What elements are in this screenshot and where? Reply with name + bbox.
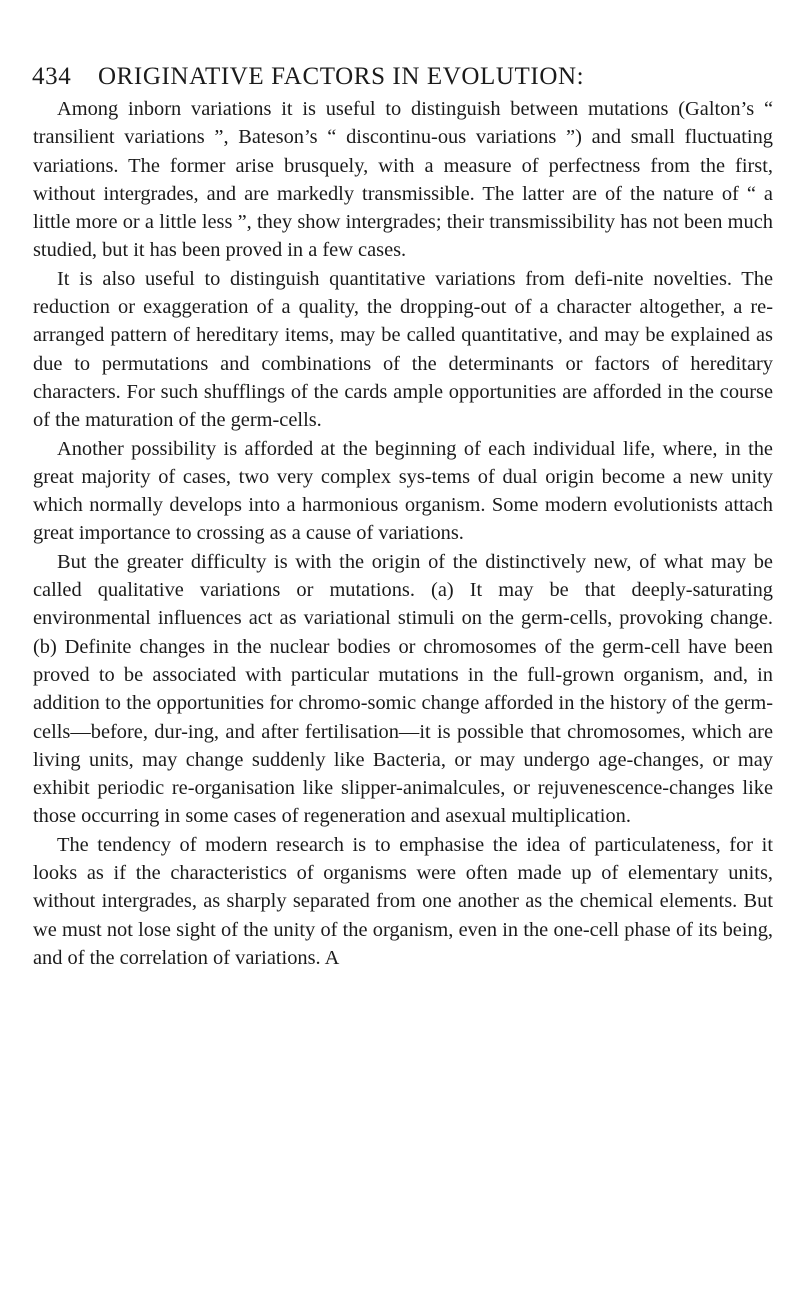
page-number: 434 xyxy=(32,63,72,90)
paragraph-individual-life: Another possibility is afforded at the beginning of each individual life, where, in the great majority of cases, two very complex sys-tems of dual origin become a new unity which normally develops into a harmonious organism. Some modern evolutionists attach great importance to crossing as a cause of variations. xyxy=(33,437,773,545)
paragraph-quantitative-variations: It is also useful to distinguish quantitative variations from defi-nite novelties. The reduction or exaggeration of a quality, the dropping-out of a character altogether, a re-arranged pattern of hereditary items, may be called quantitative, and may be explained as due to permutations and combinations of the determinants or factors of hereditary characters. For such shufflings of the cards ample opportunities are afforded in the course of the maturation of the germ-cells. xyxy=(33,267,773,432)
paragraph-qualitative-variations: But the greater difficulty is with the origin of the distinctively new, of what may be called qualitative variations or mutations. (a) It may be that deeply-saturating environmental influences act as variational stimuli on the germ-cells, provoking change. (b) Definite changes in the nuclear bodies or chromosomes of the germ-cell have been proved to be associated with particular mutations in the full-grown organism, and, in addition to the opportunities for chromo-somic change afforded in the history of the germ-cells—before, dur-ing, and after fertilisation—it is possible that chromosomes, which are living units, may change suddenly like Bacteria, or may undergo age-changes, or may exhibit periodic re-organisation like slipper-animalcules, or rejuvenescence-changes like those occurring in some cases of regeneration and asexual multiplication. xyxy=(33,550,773,828)
body-text xyxy=(33,95,773,972)
running-head: ORIGINATIVE FACTORS IN EVOLUTION: xyxy=(98,63,585,90)
paragraph-mutations: Among inborn variations it is useful to distinguish between mutations (Galton’s “ transilient variations ”, Bateson’s “ discontinu-ous variations ”) and small fluctuating variations. The former arise brusquely, with a measure of perfectness from the first, without intergrades, and are markedly transmissible. The latter are of the nature of “ a little more or a little less ”, they show intergrades; their transmissibility has not been much studied, but it has been proved in a few cases. xyxy=(33,98,773,262)
page-header xyxy=(32,60,774,94)
paragraph-particulateness: The tendency of modern research is to emphasise the idea of particulateness, for it looks as if the characteristics of organisms were often made up of elementary units, without intergrades, as sharply separated from one another as the chemical elements. But we must not lose sight of the unity of the organism, even in the one-cell phase of its being, and of the correlation of variations. A xyxy=(33,833,773,969)
